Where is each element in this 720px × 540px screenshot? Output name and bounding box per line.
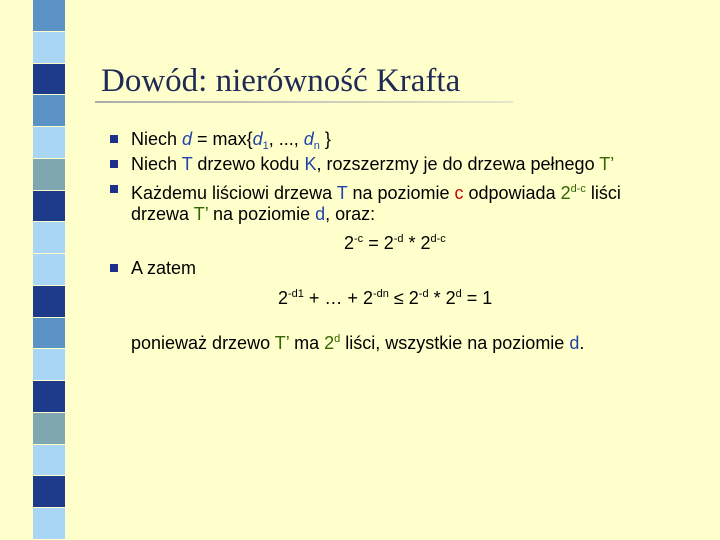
sidebar-block — [33, 159, 65, 190]
bullet-line-1: Niech $d = \max\{d_1$, ..., $d_n$ } — [131, 129, 331, 152]
sidebar-block — [33, 0, 65, 31]
bullet-icon — [110, 135, 118, 143]
formula-leaf-count: $2^{-c} = 2^{-d} * 2^{d-c}$ — [344, 233, 446, 253]
sidebar-block — [33, 32, 65, 63]
formula-kraft-sum: $2^{-d1}$ + … + $2^{-dn} \le 2^{-d} * 2^d = 1$ — [278, 288, 493, 308]
sidebar-block — [33, 222, 65, 253]
sidebar-block — [33, 286, 65, 317]
sidebar-block — [33, 318, 65, 349]
decorative-sidebar — [33, 0, 65, 540]
bullet-line-3: Każdemu liściowi drzewa T na poziomie c odpowiada 2$^{d-c}$ liści — [131, 183, 621, 203]
bullet-icon — [110, 160, 118, 168]
bullet-icon — [110, 264, 118, 272]
sidebar-block — [33, 64, 65, 95]
title-underline — [95, 101, 513, 103]
conclusion-line: ponieważ drzewo T’ ma 2$^d$ liści, wszystkie na poziomie d. — [131, 333, 585, 353]
bullet-line-3-continued: drzewa T’ na poziomie d, oraz: — [131, 204, 376, 224]
sidebar-block — [33, 127, 65, 158]
sidebar-block — [33, 191, 65, 222]
bullet-icon — [110, 185, 118, 193]
sidebar-block — [33, 476, 65, 507]
sidebar-block — [33, 445, 65, 476]
bullet-line-2: Niech T drzewo kodu K, rozszerzmy je do drzewa pełnego T’ — [131, 154, 615, 174]
sidebar-block — [33, 95, 65, 126]
slide-title: Dowód: nierówność Krafta — [101, 63, 461, 99]
sidebar-block — [33, 508, 65, 539]
sidebar-block — [33, 413, 65, 444]
bullet-line-4: A zatem — [131, 258, 197, 278]
sidebar-block — [33, 381, 65, 412]
sidebar-block — [33, 349, 65, 380]
sidebar-block — [33, 254, 65, 285]
